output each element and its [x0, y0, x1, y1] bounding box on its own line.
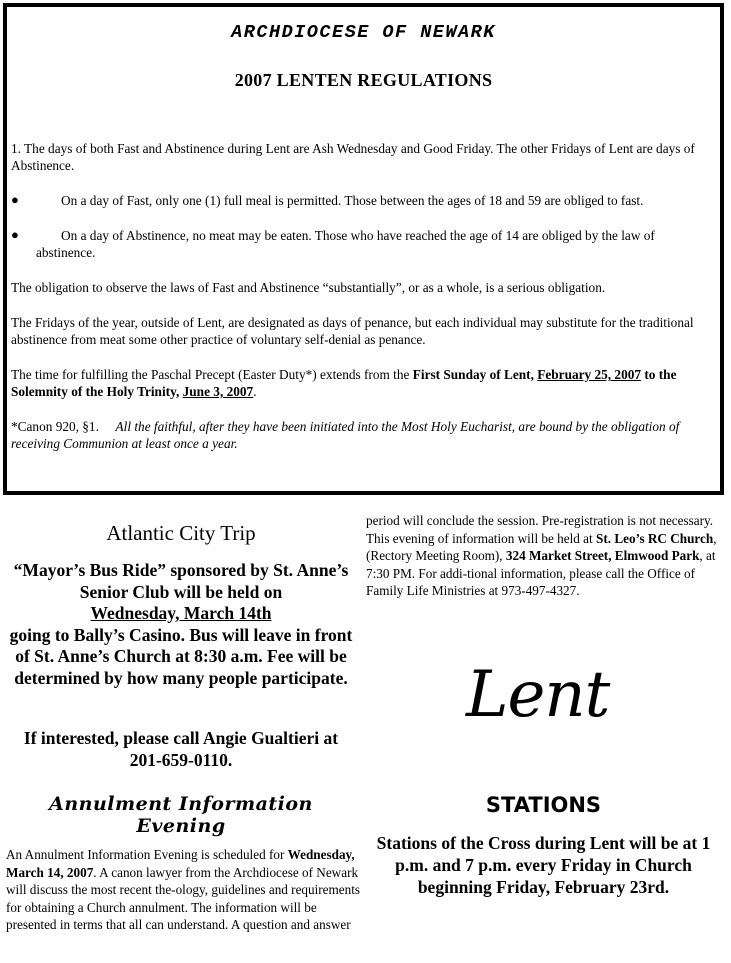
trip-contact: If interested, please call Angie Gualtieri at 201-659-0110.: [23, 728, 339, 770]
bullet-icon: ●: [11, 192, 19, 207]
abstinence-bullet-text: On a day of Abstinence, no meat may be eaten. Those who have reached the age of 14 are obliged by the law of abstinence.: [36, 228, 655, 260]
lent-calligraphy: Lent: [466, 658, 610, 732]
annulment-text: . A canon lawyer from the Archdiocese of Newark will discuss the most recent the-ology, guidelines and requirements for obtaining a Church annulment. The information will be presented in terms that all can understand. A question and answer: [6, 864, 361, 933]
regulations-title: 2007 LENTEN REGULATIONS: [234, 70, 493, 90]
paschal-end-punct: .: [253, 384, 257, 399]
canon-reference: *Canon 920, §1.: [11, 419, 99, 434]
stations-text: Stations of the Cross during Lent will be at 1 p.m. and 7 p.m. every Friday in Church beginning Friday, February 23rd.: [376, 833, 711, 897]
annulment-address: 324 Market Street, Elmwood Park: [505, 548, 700, 564]
annulment-date: Wednesday, March 14, 2007: [6, 847, 355, 880]
annulment-heading: Annulment Information Evening: [49, 793, 313, 837]
paschal-intro: The time for fulfilling the Paschal Precept (Easter Duty*) extends from the: [11, 367, 413, 382]
lenten-regulations-box: [3, 3, 724, 495]
bullet-icon: ●: [11, 227, 19, 242]
trip-details: [6, 560, 356, 689]
obligation-paragraph: The obligation to observe the laws of Fast and Abstinence “substantially”, or as a whole, is a serious obligation.: [11, 280, 606, 295]
paschal-end-label: to the Solemnity of the Holy Trinity,: [11, 367, 677, 399]
regulation-item-1: 1. The days of both Fast and Abstinence during Lent are Ash Wednesday and Good Friday. The other Fridays of Lent are days of Abstinence.: [11, 141, 695, 173]
trip-date: Wednesday, March 14th: [90, 603, 272, 623]
canon-text: All the faithful, after they have been initiated into the Most Holy Eucharist, are bound by the obligation of receiving Communion at least once a year.: [11, 419, 680, 451]
annulment-place: St. Leo’s RC Church: [596, 530, 714, 546]
trip-line-b: going to Bally’s Casino. Bus will leave in front of St. Anne’s Church at 8:30 a.m. Fee will be determined by how many people participate.: [9, 624, 353, 688]
archdiocese-heading: ARCHDIOCESE OF NEWARK: [231, 22, 496, 43]
stations-heading: STATIONS: [485, 793, 602, 817]
annulment-intro: An Annulment Information Evening is scheduled for: [6, 847, 288, 862]
fast-bullet-text: On a day of Fast, only one (1) full meal is permitted. Those between the ages of 18 and 59 are obliged to fast.: [61, 193, 644, 208]
fast-bullet: [11, 192, 716, 209]
paschal-start-date: February 25, 2007: [537, 367, 642, 382]
annulment-cont-text: period will conclude the session. Pre-registration is not necessary. This evening of information will be held at: [366, 513, 714, 546]
paschal-precept-paragraph: [11, 366, 716, 400]
fridays-paragraph: The Fridays of the year, outside of Lent, are designated as days of penance, but each individual may substitute for the traditional abstinence from meat some other practice of voluntary self-denial as penance.: [11, 315, 694, 347]
trip-line-a: “Mayor’s Bus Ride” sponsored by St. Anne’s Senior Club will be held on: [13, 560, 349, 602]
annulment-continuation: [366, 512, 721, 600]
paschal-end-date: June 3, 2007: [182, 384, 254, 399]
trip-title: Atlantic City Trip: [106, 521, 256, 545]
abstinence-bullet: [11, 227, 716, 261]
annulment-body: [6, 846, 366, 934]
canon-note: [11, 418, 716, 452]
regulations-body: [11, 140, 716, 470]
paschal-start-label: First Sunday of Lent,: [412, 367, 538, 382]
annulment-room: , (Rectory Meeting Room),: [366, 530, 717, 564]
annulment-contact: , at 7:30 PM. For addi-tional information, please call the Office of Family Life Ministries at 973-497-4327.: [366, 548, 716, 599]
